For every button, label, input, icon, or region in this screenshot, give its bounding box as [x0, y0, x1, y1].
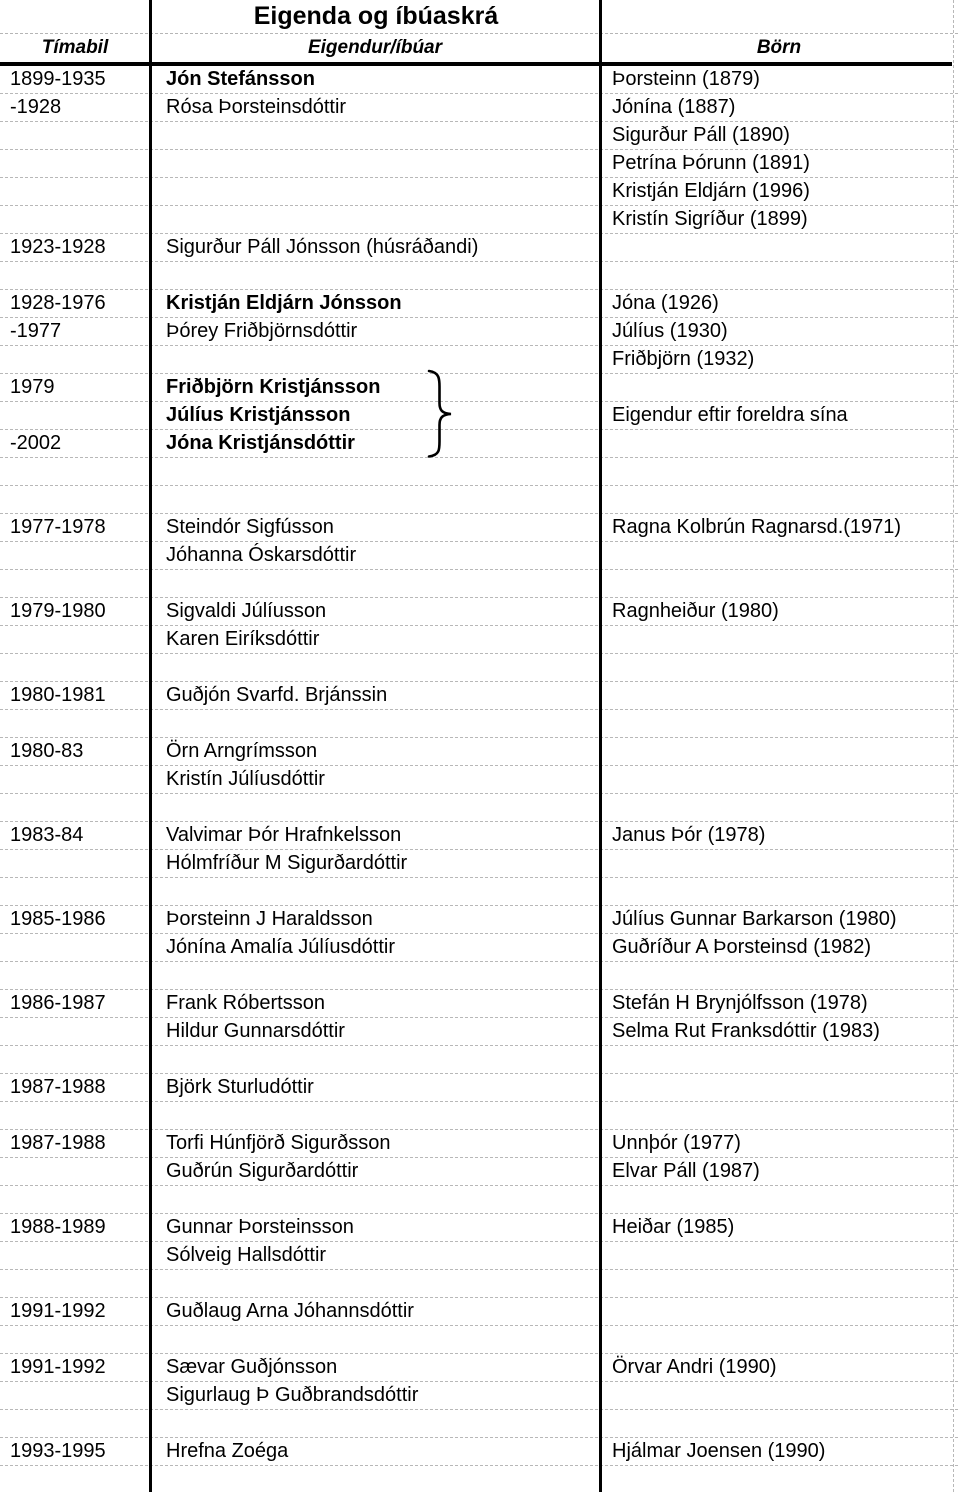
table-row	[0, 598, 958, 626]
cell-timabil	[0, 710, 150, 737]
cell-timabil: 1979-1980	[10, 600, 106, 622]
cell-born: Þorsteinn (1879)	[612, 68, 760, 90]
title-row	[0, 0, 958, 34]
cell-timabil: 1986-1987	[10, 992, 106, 1014]
cell-timabil	[0, 626, 150, 653]
cell-born: Kristján Eldjárn (1996)	[612, 180, 810, 202]
cell-born	[600, 486, 958, 513]
cell-eigendur	[150, 570, 600, 597]
cell-eigendur: Sigurlaug Þ Guðbrandsdóttir	[166, 1384, 419, 1406]
cell-timabil	[0, 570, 150, 597]
cell-eigendur: Gunnar Þorsteinsson	[166, 1216, 354, 1238]
cell-born	[600, 262, 958, 289]
cell-timabil	[0, 1382, 150, 1409]
cell-timabil: 1928-1976	[10, 292, 106, 314]
cell-born	[600, 1046, 958, 1073]
cell-timabil: 1983-84	[10, 824, 84, 846]
column-header-row	[0, 34, 958, 62]
cell-eigendur: Hildur Gunnarsdóttir	[166, 1020, 345, 1042]
table-row	[0, 738, 958, 766]
cell-timabil: 1977-1978	[10, 516, 106, 538]
cell-timabil	[0, 766, 150, 793]
cell-timabil: -2002	[10, 432, 62, 454]
cell-timabil: 1980-83	[10, 740, 84, 762]
table-row	[0, 1018, 958, 1046]
table-row	[0, 934, 958, 962]
cell-timabil: 1923-1928	[10, 236, 106, 258]
cell-eigendur	[150, 962, 600, 989]
table-row	[0, 1242, 958, 1270]
cell-eigendur: Jón Stefánsson	[166, 68, 315, 90]
table-row	[0, 1130, 958, 1158]
cell-timabil: 1991-1992	[10, 1300, 106, 1322]
table-row	[0, 290, 958, 318]
cell-eigendur	[150, 1326, 600, 1353]
cell-timabil	[0, 794, 150, 821]
table-row	[0, 318, 958, 346]
cell-eigendur	[150, 1046, 600, 1073]
cell-born	[600, 794, 958, 821]
cell-born	[600, 878, 958, 905]
cell-timabil: 1987-1988	[10, 1076, 106, 1098]
cell-eigendur: Friðbjörn Kristjánsson	[166, 376, 381, 398]
cell-eigendur: Sævar Guðjónsson	[166, 1356, 338, 1378]
cell-timabil: 1899-1935	[10, 68, 106, 90]
cell-timabil	[0, 654, 150, 681]
table-row	[0, 94, 958, 122]
cell-eigendur	[150, 262, 600, 289]
cell-timabil	[0, 878, 150, 905]
table-row	[0, 178, 958, 206]
cell-eigendur	[150, 458, 600, 485]
cell-eigendur: Kristján Eldjárn Jónsson	[166, 292, 402, 314]
cell-timabil	[0, 1186, 150, 1213]
cell-timabil: 1985-1986	[10, 908, 106, 930]
cell-eigendur	[150, 878, 600, 905]
table-row	[0, 654, 958, 682]
cell-born	[600, 234, 958, 261]
cell-born: Örvar Andri (1990)	[612, 1356, 777, 1378]
cell-born	[600, 1102, 958, 1129]
cell-eigendur: Guðrún Sigurðardóttir	[166, 1160, 359, 1182]
cell-eigendur: Sólveig Hallsdóttir	[166, 1244, 327, 1266]
cell-born	[600, 1410, 958, 1437]
table-row	[0, 766, 958, 794]
cell-born	[600, 1298, 958, 1325]
cell-timabil	[0, 1158, 150, 1185]
cell-timabil	[0, 1326, 150, 1353]
cell-eigendur: Kristín Júlíusdóttir	[166, 768, 325, 790]
cell-eigendur: Torfi Húnfjörð Sigurðsson	[166, 1132, 391, 1154]
cell-born: Unnþór (1977)	[612, 1132, 741, 1154]
cell-eigendur: Örn Arngrímsson	[166, 740, 318, 762]
cell-born: Heiðar (1985)	[612, 1216, 735, 1238]
cell-born: Selma Rut Franksdóttir (1983)	[612, 1020, 880, 1042]
cell-born: Hjálmar Joensen (1990)	[612, 1440, 826, 1462]
table-row	[0, 430, 958, 458]
cell-born	[600, 1270, 958, 1297]
cell-timabil	[0, 178, 150, 205]
table-row	[0, 850, 958, 878]
cell-born: Eigendur eftir foreldra sína	[612, 404, 848, 426]
cell-born	[600, 738, 958, 765]
cell-born: Petrína Þórunn (1891)	[612, 152, 810, 174]
cell-eigendur: Sigvaldi Júlíusson	[166, 600, 327, 622]
table-row	[0, 682, 958, 710]
cell-timabil	[0, 1410, 150, 1437]
cell-eigendur	[150, 178, 600, 205]
cell-timabil	[0, 1270, 150, 1297]
cell-timabil: 1980-1981	[10, 684, 106, 706]
cell-eigendur	[150, 1270, 600, 1297]
cell-timabil	[0, 402, 150, 429]
table-row	[0, 1466, 958, 1492]
cell-eigendur: Guðlaug Arna Jóhannsdóttir	[166, 1300, 414, 1322]
cell-born: Júlíus (1930)	[612, 320, 728, 342]
cell-eigendur: Hrefna Zoéga	[166, 1440, 289, 1462]
cell-timabil	[0, 962, 150, 989]
column-header-eigendur: Eigendur/íbúar	[307, 37, 443, 58]
cell-timabil	[0, 1018, 150, 1045]
cell-born	[600, 1466, 958, 1492]
cell-eigendur: Jónína Amalía Júlíusdóttir	[166, 936, 396, 958]
cell-eigendur	[150, 1102, 600, 1129]
cell-born	[600, 1186, 958, 1213]
table-row	[0, 1410, 958, 1438]
table-row	[0, 794, 958, 822]
table-row	[0, 122, 958, 150]
cell-born	[600, 1326, 958, 1353]
cell-born: Júlíus Gunnar Barkarson (1980)	[612, 908, 897, 930]
cell-eigendur	[150, 794, 600, 821]
cell-born	[600, 962, 958, 989]
cell-eigendur	[150, 1466, 600, 1492]
table-row	[0, 710, 958, 738]
table-row	[0, 486, 958, 514]
cell-eigendur	[150, 122, 600, 149]
table-row	[0, 1186, 958, 1214]
table-row	[0, 66, 958, 94]
cell-eigendur	[150, 1410, 600, 1437]
cell-timabil: 1993-1995	[10, 1440, 106, 1462]
table-row	[0, 822, 958, 850]
cell-born: Janus Þór (1978)	[612, 824, 766, 846]
table-row	[0, 1326, 958, 1354]
cell-born	[600, 710, 958, 737]
cell-eigendur: Þórey Friðbjörnsdóttir	[166, 320, 358, 342]
curly-brace-icon	[424, 369, 456, 459]
cell-timabil: 1988-1989	[10, 1216, 106, 1238]
table-row	[0, 542, 958, 570]
table-row	[0, 346, 958, 374]
right-edge-gridline	[953, 0, 954, 1492]
cell-eigendur	[150, 206, 600, 233]
table-row	[0, 514, 958, 542]
cell-born: Stefán H Brynjólfsson (1978)	[612, 992, 868, 1014]
cell-born: Ragna Kolbrún Ragnarsd.(1971)	[612, 516, 902, 538]
cell-eigendur: Karen Eiríksdóttir	[166, 628, 320, 650]
cell-born	[600, 766, 958, 793]
cell-timabil: -1977	[10, 320, 62, 342]
cell-timabil	[0, 346, 150, 373]
table-row	[0, 1298, 958, 1326]
cell-born: Kristín Sigríður (1899)	[612, 208, 808, 230]
column-divider-line-2	[599, 0, 602, 1492]
cell-eigendur: Valvimar Þór Hrafnkelsson	[166, 824, 402, 846]
cell-eigendur	[150, 346, 600, 373]
cell-born: Jónína (1887)	[612, 96, 736, 118]
table-row	[0, 234, 958, 262]
cell-timabil	[0, 934, 150, 961]
cell-eigendur: Sigurður Páll Jónsson (húsráðandi)	[166, 236, 479, 258]
cell-born	[600, 850, 958, 877]
cell-born: Elvar Páll (1987)	[612, 1160, 760, 1182]
column-header-timabil: Tímabil	[41, 37, 109, 58]
cell-born	[600, 374, 958, 401]
cell-timabil	[0, 850, 150, 877]
table-row	[0, 1158, 958, 1186]
cell-timabil	[0, 486, 150, 513]
table-row	[0, 1074, 958, 1102]
table-row	[0, 626, 958, 654]
table-row	[0, 150, 958, 178]
table-row	[0, 1354, 958, 1382]
table-row	[0, 374, 958, 402]
cell-born: Ragnheiður (1980)	[612, 600, 779, 622]
cell-timabil	[0, 206, 150, 233]
column-divider-line-1	[149, 0, 152, 1492]
cell-born: Guðríður A Þorsteinsd (1982)	[612, 936, 872, 958]
table-row	[0, 962, 958, 990]
cell-timabil	[0, 1466, 150, 1492]
table-row	[0, 206, 958, 234]
cell-eigendur	[150, 654, 600, 681]
cell-eigendur	[150, 150, 600, 177]
cell-born	[600, 1382, 958, 1409]
table-row	[0, 1046, 958, 1074]
cell-born	[600, 570, 958, 597]
cell-eigendur: Steindór Sigfússon	[166, 516, 334, 538]
cell-born	[600, 654, 958, 681]
cell-timabil: 1979	[10, 376, 55, 398]
table-row	[0, 1438, 958, 1466]
cell-born	[600, 1074, 958, 1101]
cell-eigendur	[150, 1186, 600, 1213]
column-header-born: Börn	[756, 37, 802, 58]
table-row	[0, 402, 958, 430]
cell-eigendur: Frank Róbertsson	[166, 992, 325, 1014]
table-row	[0, 1102, 958, 1130]
cell-timabil	[0, 262, 150, 289]
table-body	[0, 66, 958, 1492]
cell-timabil	[0, 1102, 150, 1129]
cell-born	[600, 1242, 958, 1269]
cell-timabil	[0, 122, 150, 149]
cell-born	[600, 682, 958, 709]
cell-timabil: 1991-1992	[10, 1356, 106, 1378]
cell-eigendur: Guðjón Svarfd. Brjánssin	[166, 684, 388, 706]
table-row	[0, 878, 958, 906]
table-row	[0, 262, 958, 290]
cell-born: Sigurður Páll (1890)	[612, 124, 790, 146]
cell-timabil: -1928	[10, 96, 62, 118]
cell-born: Jóna (1926)	[612, 292, 719, 314]
cell-timabil	[0, 542, 150, 569]
cell-timabil	[0, 1046, 150, 1073]
cell-born	[600, 458, 958, 485]
table-row	[0, 1214, 958, 1242]
cell-timabil	[0, 1242, 150, 1269]
page-title: Eigenda og íbúaskrá	[253, 2, 499, 30]
cell-eigendur	[150, 710, 600, 737]
cell-born	[600, 626, 958, 653]
table-row	[0, 1270, 958, 1298]
cell-eigendur	[150, 486, 600, 513]
cell-timabil: 1987-1988	[10, 1132, 106, 1154]
cell-eigendur: Hólmfríður M Sigurðardóttir	[166, 852, 408, 874]
cell-eigendur: Jóhanna Óskarsdóttir	[166, 544, 357, 566]
cell-born	[600, 542, 958, 569]
table-row	[0, 906, 958, 934]
cell-born	[600, 430, 958, 457]
cell-eigendur: Júlíus Kristjánsson	[166, 404, 351, 426]
cell-eigendur: Jóna Kristjánsdóttir	[166, 432, 355, 454]
cell-eigendur: Rósa Þorsteinsdóttir	[166, 96, 347, 118]
table-row	[0, 570, 958, 598]
cell-eigendur: Þorsteinn J Haraldsson	[166, 908, 373, 930]
table-row	[0, 458, 958, 486]
cell-timabil	[0, 458, 150, 485]
cell-eigendur: Björk Sturludóttir	[166, 1076, 314, 1098]
table-row	[0, 1382, 958, 1410]
cell-born: Friðbjörn (1932)	[612, 348, 755, 370]
table-row	[0, 990, 958, 1018]
cell-timabil	[0, 150, 150, 177]
